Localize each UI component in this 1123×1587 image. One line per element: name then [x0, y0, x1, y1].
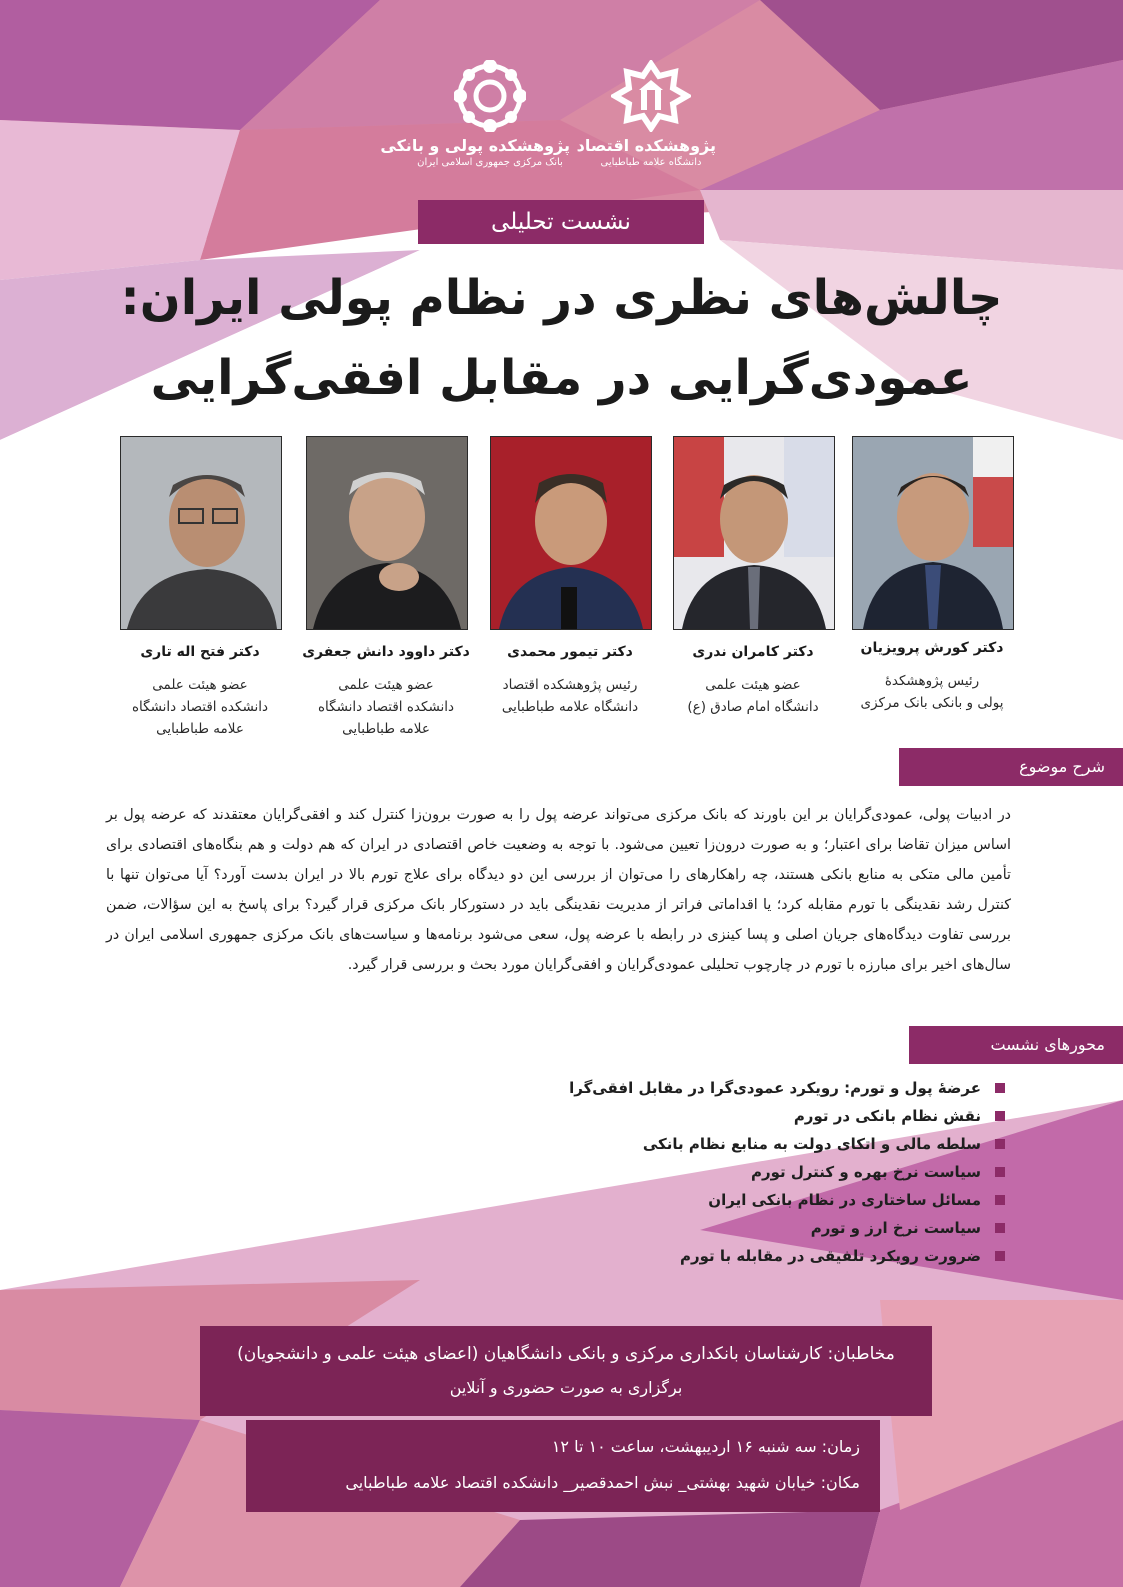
square-bullet-icon — [995, 1251, 1005, 1261]
event-type-badge: نشست تحلیلی — [418, 200, 704, 244]
description-paragraph: در ادبیات پولی، عمودی‌گرایان بر این باورند که بانک مرکزی می‌تواند عرضه پول را به صورت برون‌زا کنترل کند و افقی‌گرایان معتقدند که عرضه پول بر اساس میزان تقاضا برای اعتبار؛ و به صورت درون‌زا تعیین می‌شود. با توجه به وضعیت خاص اقتصادی در ایران که هم دولت و هم بنگاه‌های اقتصادی برای تأمین مالی متکی به منابع بانکی هستند، چه راهکارهای را می‌توان از بررسی این دو دیدگاه برای علاج تورم بالا در ایران بدست آورد؟ آیا می‌توان تنها با کنترل رشد نقدینگی با تورم مقابله کرد؛ یا اقداماتی فراتر از مدیریت نقدینگی باید در دستورکار بانک مرکزی قرار گیرد؟ برای پاسخ به این سؤالات، ضمن بررسی تفاوت دیدگاه‌های جریان اصلی و پسا کینزی در رابطه با عرضه پول، سعی می‌شود برنامه‌ها و سیاست‌های بانک مرکزی جمهوری اسلامی ایران در سال‌های اخیر برای مبارزه با تورم در چارچوب تحلیلی عمودی‌گرایان و افقی‌گرایان مورد بحث و بررسی قرار گیرد. — [106, 807, 1011, 973]
square-bullet-icon — [995, 1111, 1005, 1121]
speaker-name-4: دکتر داوود دانش جعفری — [302, 644, 470, 660]
audience-box — [200, 1326, 932, 1416]
event-time: زمان: سه شنبه ۱۶ اردیبهشت، ساعت ۱۰ تا ۱۲ — [551, 1437, 860, 1456]
speaker-name-5: دکتر فتح اله تاری — [140, 644, 260, 660]
square-bullet-icon — [995, 1195, 1005, 1205]
speaker-photo-5 — [120, 436, 282, 630]
topic-item: سیاست نرخ ارز و تورم — [305, 1214, 1005, 1242]
event-place: مکان: خیابان شهید بهشتی_ نبش احمدقصیر_ دانشکده اقتصاد علامه طباطبایی — [345, 1473, 860, 1492]
logo-economics-institute — [576, 60, 716, 170]
title-line-2: عمودی‌گرایی در مقابل افقی‌گرایی — [150, 350, 973, 406]
topic-item: ضرورت رویکرد تلفیقی در مقابله با تورم — [305, 1242, 1005, 1270]
topics-list — [305, 1074, 1005, 1270]
speaker-name-2: دکتر کامران ندری — [692, 644, 814, 660]
title-line-1: چالش‌های نظری در نظام پولی ایران: — [120, 270, 1003, 326]
square-bullet-icon — [995, 1167, 1005, 1177]
description-label: شرح موضوع — [899, 748, 1123, 786]
logo-left-name: پژوهشکده پولی و بانکی — [380, 136, 570, 155]
logo-money-banking — [380, 60, 570, 170]
audience-text: مخاطبان: کارشناسان بانکداری مرکزی و بانکی دانشگاهیان (اعضای هیئت علمی و دانشجویان) — [237, 1344, 895, 1364]
square-bullet-icon — [995, 1083, 1005, 1093]
speaker-role-4: عضو هیئت علمی دانشکده اقتصاد دانشگاه علامه طباطبایی — [317, 677, 455, 737]
speaker-name-3: دکتر تیمور محمدی — [507, 644, 633, 660]
attendance-mode: برگزاری به صورت حضوری و آنلاین — [449, 1378, 683, 1397]
speaker-photo-4 — [306, 436, 468, 630]
speaker-role-1: رئیس پژوهشکدهٔ پولی و بانکی بانک مرکزی — [860, 673, 1004, 711]
house-star-emblem-icon — [611, 60, 691, 132]
speaker-photo-2 — [673, 436, 835, 630]
topic-item: مسائل ساختاری در نظام بانکی ایران — [305, 1186, 1005, 1214]
octagon-star-emblem-icon — [454, 60, 526, 132]
speaker-role-3: رئیس پژوهشکده اقتصاد دانشگاه علامه طباطبایی — [501, 677, 639, 715]
description-text — [106, 800, 1011, 980]
schedule-box — [246, 1420, 880, 1512]
topic-item: عرضهٔ پول و تورم: رویکرد عمودی‌گرا در مقابل افقی‌گرا — [305, 1074, 1005, 1102]
square-bullet-icon — [995, 1223, 1005, 1233]
logo-left-sub: بانک مرکزی جمهوری اسلامی ایران — [417, 157, 563, 168]
speaker-photo-3 — [490, 436, 652, 630]
square-bullet-icon — [995, 1139, 1005, 1149]
speaker-photo-1 — [852, 436, 1014, 630]
logo-right-name: پژوهشکده اقتصاد — [576, 136, 716, 155]
speaker-role-2: عضو هیئت علمی دانشگاه امام صادق (ع) — [687, 677, 819, 715]
topic-item: نقش نظام بانکی در تورم — [305, 1102, 1005, 1130]
speaker-role-5: عضو هیئت علمی دانشکده اقتصاد دانشگاه علامه طباطبایی — [131, 677, 269, 737]
topic-item: سلطه مالی و اتکای دولت به منابع نظام بانکی — [305, 1130, 1005, 1158]
topic-item: سیاست نرخ بهره و کنترل تورم — [305, 1158, 1005, 1186]
speaker-name-1: دکتر کورش پرویزیان — [860, 640, 1004, 656]
logo-right-sub: دانشگاه علامه طباطبایی — [600, 157, 702, 168]
topics-label: محورهای نشست — [909, 1026, 1123, 1064]
